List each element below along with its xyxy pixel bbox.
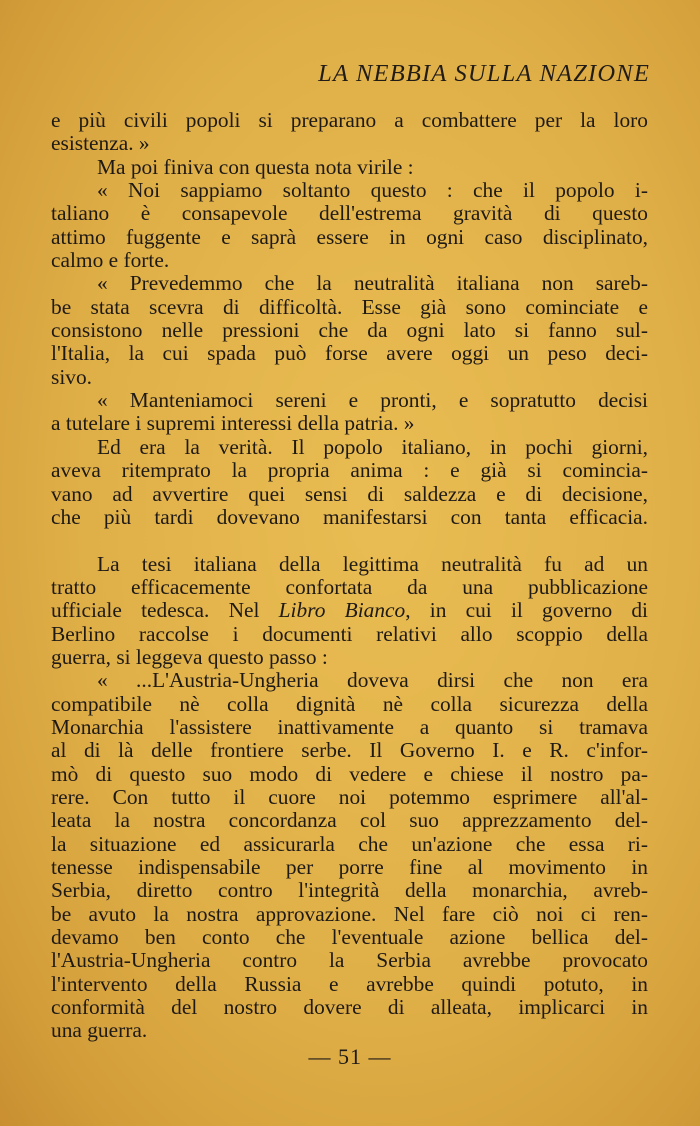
text-line: guerra, si leggeva questo passo : (51, 644, 328, 669)
text-line: attimo fuggente e saprà essere in ogni caso disciplinato, (51, 225, 648, 249)
text-line: « Manteniamoci sereni e pronti, e sopratutto decisi (97, 389, 648, 413)
text-line: tenesse indispensabile per porre fine al movimento in (51, 856, 648, 879)
text-line: Serbia, diretto contro l'integrità della monarchia, avreb- (51, 879, 648, 903)
text-line: calmo e forte. (51, 248, 170, 273)
text-line: be avuto la nostra approvazione. Nel fare ciò noi ci ren- (51, 902, 648, 926)
text-line: sivo. (51, 364, 93, 389)
text-line: « Noi sappiamo soltanto questo : che il popolo i- (97, 179, 648, 203)
page-number: — 51 — (308, 1044, 392, 1069)
text-line: e più civili popoli si preparano a combattere per la loro (51, 109, 648, 132)
text-line: devamo ben conto che l'eventuale azione bellica del- (51, 926, 648, 950)
text-line: aveva ritemprato la propria anima : e già si comincia- (51, 459, 648, 483)
text-line: consistono nelle pressioni che da ogni lato si fanno sul- (51, 319, 648, 343)
text-line: l'intervento della Russia e avrebbe quindi potuto, in (51, 972, 648, 996)
text-line: be stata scevra di difficoltà. Esse già sono cominciate e (51, 295, 648, 319)
text-line: l'Italia, la cui spada può forse avere oggi un peso deci- (51, 342, 648, 366)
text-line: una guerra. (51, 1018, 148, 1043)
text-line: Ed era la verità. Il popolo italiano, in pochi giorni, (97, 435, 648, 459)
text-line: tratto efficacemente confortata da una pubblicazione (51, 575, 648, 599)
text-line: che più tardi dovevano manifestarsi con tanta efficacia. (51, 505, 648, 529)
text-line: la situazione ed assicurarla che un'azione che essa ri- (51, 832, 648, 856)
text-line: Monarchia l'assistere inattivamente a quanto si tramava (51, 715, 648, 739)
text-line: leata la nostra concordanza col suo apprezzamento del- (51, 809, 648, 833)
text-run: , in cui il governo di (405, 599, 648, 623)
text-line: a tutelare i supremi interessi della patria. » (51, 411, 415, 436)
text-line: esistenza. » (51, 131, 150, 156)
text-line (51, 599, 648, 622)
text-line: rere. Con tutto il cuore noi potemmo esprimere all'al- (51, 785, 648, 809)
body-text (51, 109, 648, 1043)
text-line: Ma poi finiva con questa nota virile : (97, 154, 414, 179)
paragraph-gap (51, 529, 648, 552)
text-line: l'Austria-Ungheria contro la Serbia avrebbe provocato (51, 949, 648, 973)
running-head: LA NEBBIA SULLA NAZIONE (318, 60, 650, 87)
text-line: « Prevedemmo che la neutralità italiana non sareb- (97, 272, 648, 296)
text-line: compatibile nè colla dignità nè colla sicurezza della (51, 692, 648, 716)
book-title-italic: Libro Bianco (278, 599, 406, 623)
text-run: ufficiale tedesca. Nel (51, 599, 279, 623)
text-line: al di là delle frontiere serbe. Il Governo I. e R. c'infor- (51, 739, 648, 763)
text-line: conformità del nostro dovere di alleata, implicarci in (51, 996, 648, 1020)
text-line: « ...L'Austria-Ungheria doveva dirsi che non era (97, 669, 648, 693)
text-line: Berlino raccolse i documenti relativi allo scoppio della (51, 622, 648, 646)
text-line: vano ad avvertire quei sensi di saldezza e di decisione, (51, 482, 648, 506)
text-line: La tesi italiana della legittima neutralità fu ad un (97, 552, 648, 576)
text-line: mò di questo suo modo di vedere e chiese il nostro pa- (51, 762, 648, 786)
text-line: taliano è consapevole dell'estrema gravità di questo (51, 202, 648, 226)
